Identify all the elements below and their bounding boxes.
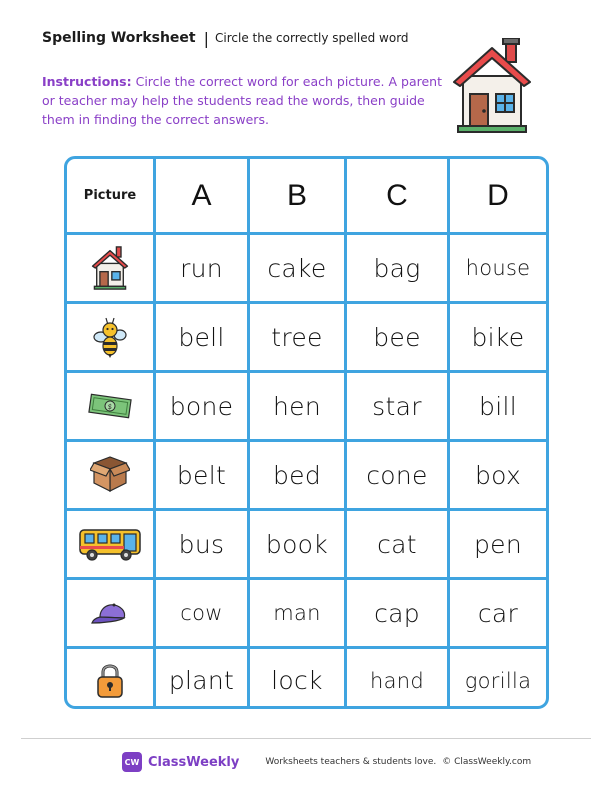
lock-icon (67, 649, 153, 709)
answer-option[interactable]: bell (153, 304, 247, 370)
classweekly-logo-icon: CW (122, 752, 142, 772)
table-row (67, 508, 546, 577)
answer-option[interactable]: bed (247, 442, 344, 508)
answer-option[interactable]: cake (247, 235, 344, 301)
table-row (67, 301, 546, 370)
answer-option[interactable]: bone (153, 373, 247, 439)
answer-option[interactable]: house (447, 235, 546, 301)
answer-option[interactable]: run (153, 235, 247, 301)
answer-option[interactable]: cone (344, 442, 447, 508)
answer-option[interactable]: star (344, 373, 447, 439)
footer-divider (21, 738, 591, 739)
header-d: D (447, 159, 546, 232)
answer-option[interactable]: plant (153, 649, 247, 709)
table-header-row (67, 159, 546, 232)
answer-option[interactable]: hen (247, 373, 344, 439)
answer-option[interactable]: man (247, 580, 344, 646)
answer-option[interactable]: tree (247, 304, 344, 370)
answer-option[interactable]: pen (447, 511, 546, 577)
worksheet-title: Spelling Worksheet (42, 30, 196, 46)
brand-name: ClassWeekly (148, 754, 240, 770)
svg-text:$: $ (107, 402, 113, 412)
header-a: A (153, 159, 247, 232)
instructions-text: Circle the correct word for each picture. A parent or teacher may help the students read the words, then guide them in finding the correct answers. (42, 74, 442, 127)
footer-tagline: Worksheets teachers & students love. (265, 757, 437, 767)
house-illustration-icon (450, 38, 534, 134)
answer-option[interactable]: hand (344, 649, 447, 709)
footer-copyright: © ClassWeekly.com (442, 757, 532, 767)
table-row (67, 370, 546, 439)
table-row (67, 646, 546, 709)
answer-option[interactable]: bag (344, 235, 447, 301)
answer-option[interactable]: bill (447, 373, 546, 439)
answer-option[interactable]: car (447, 580, 546, 646)
cap-icon (67, 580, 153, 646)
instructions-label: Instructions: (42, 74, 132, 89)
answer-option[interactable]: gorilla (447, 649, 546, 709)
answer-option[interactable]: cat (344, 511, 447, 577)
table-row (67, 577, 546, 646)
answer-option[interactable]: box (447, 442, 546, 508)
footer (122, 751, 531, 773)
table-row (67, 232, 546, 301)
instructions (42, 72, 452, 129)
bee-icon (67, 304, 153, 370)
bus-icon (67, 511, 153, 577)
worksheet-subtitle: Circle the correctly spelled word (215, 31, 409, 45)
header-c: C (344, 159, 447, 232)
title-separator: | (203, 28, 210, 48)
house-icon (67, 235, 153, 301)
header-picture: Picture (83, 188, 137, 203)
dollar-bill-icon (67, 373, 153, 439)
answer-option[interactable]: lock (247, 649, 344, 709)
answer-option[interactable]: cow (153, 580, 247, 646)
answer-option[interactable]: bus (153, 511, 247, 577)
answer-option[interactable]: cap (344, 580, 447, 646)
answer-option[interactable]: bee (344, 304, 447, 370)
table-row (67, 439, 546, 508)
spelling-table (64, 156, 549, 709)
answer-option[interactable]: book (247, 511, 344, 577)
worksheet-header (42, 29, 409, 47)
header-b: B (247, 159, 344, 232)
answer-option[interactable]: bike (447, 304, 546, 370)
box-icon (67, 442, 153, 508)
answer-option[interactable]: belt (153, 442, 247, 508)
